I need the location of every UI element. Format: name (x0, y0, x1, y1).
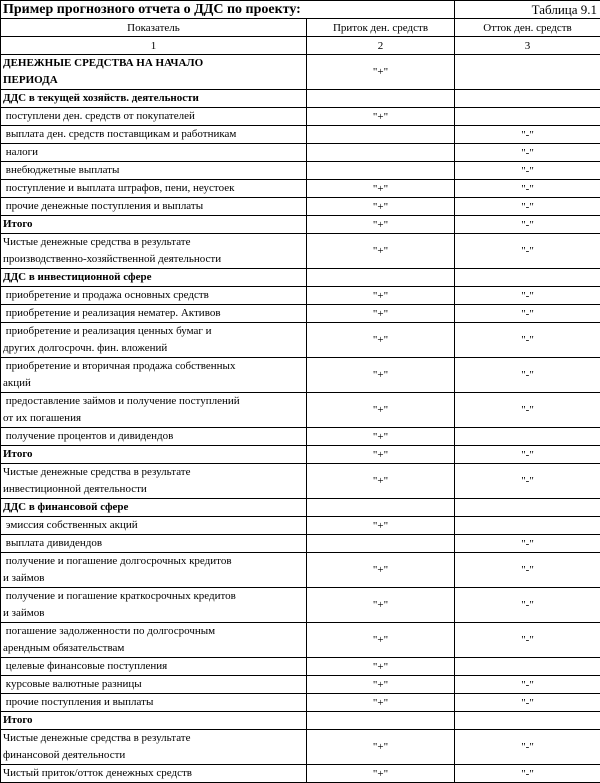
inflow-cell (307, 535, 455, 553)
table-number: Таблица 9.1 (455, 1, 600, 19)
outflow-cell: "-" (455, 730, 600, 765)
row-label-line: Чистые денежные средства в результате (3, 464, 306, 481)
row-label-line: внебюджетные выплаты (3, 162, 306, 179)
row-label (1, 712, 307, 730)
title-row (1, 1, 600, 19)
table-row (1, 180, 600, 198)
inflow-cell: "+" (307, 428, 455, 446)
table-row (1, 234, 600, 269)
row-label-line: инвестиционной деятельности (3, 481, 306, 498)
outflow-cell (455, 517, 600, 535)
row-label-line: производственно-хозяйственной деятельности (3, 251, 306, 268)
row-label (1, 446, 307, 464)
table-row (1, 676, 600, 694)
row-label-line: получение и погашение краткосрочных кредитов (3, 588, 306, 605)
inflow-cell: "+" (307, 55, 455, 90)
outflow-cell: "-" (455, 588, 600, 623)
table-row (1, 90, 600, 108)
row-label (1, 464, 307, 499)
table-row (1, 323, 600, 358)
table-row (1, 393, 600, 428)
inflow-cell (307, 144, 455, 162)
table-row (1, 517, 600, 535)
row-label (1, 108, 307, 126)
outflow-cell: "-" (455, 162, 600, 180)
table-row (1, 428, 600, 446)
inflow-cell (307, 126, 455, 144)
row-label (1, 198, 307, 216)
table-row (1, 108, 600, 126)
row-label (1, 517, 307, 535)
row-label (1, 90, 307, 108)
row-label-line: приобретение и продажа основных средств (3, 287, 306, 304)
inflow-cell: "+" (307, 464, 455, 499)
row-label (1, 216, 307, 234)
row-label-line: Чистый приток/отток денежных средств (3, 765, 306, 782)
row-label (1, 180, 307, 198)
row-label-line: ДДС в инвестиционной сфере (3, 269, 306, 286)
row-label-line: поступлени ден. средств от покупателей (3, 108, 306, 125)
inflow-cell: "+" (307, 517, 455, 535)
row-label-line: акций (3, 375, 306, 392)
inflow-cell: "+" (307, 658, 455, 676)
row-label (1, 535, 307, 553)
row-label (1, 676, 307, 694)
row-label (1, 694, 307, 712)
outflow-cell: "-" (455, 446, 600, 464)
outflow-cell (455, 658, 600, 676)
table-row (1, 305, 600, 323)
row-label-line: поступление и выплата штрафов, пени, неустоек (3, 180, 306, 197)
header-indicator: Показатель (1, 19, 307, 37)
row-label-line: ПЕРИОДА (3, 72, 306, 89)
table-row (1, 499, 600, 517)
outflow-cell: "-" (455, 323, 600, 358)
outflow-cell: "-" (455, 144, 600, 162)
inflow-cell (307, 712, 455, 730)
row-label-line: налоги (3, 144, 306, 161)
table-row (1, 765, 600, 783)
outflow-cell: "-" (455, 216, 600, 234)
outflow-cell (455, 55, 600, 90)
outflow-cell: "-" (455, 198, 600, 216)
row-label-line: погашение задолженности по долгосрочным (3, 623, 306, 640)
row-label-line: ДДС в текущей хозяйств. деятельности (3, 90, 306, 107)
row-label-line: прочие поступления и выплаты (3, 694, 306, 711)
outflow-cell: "-" (455, 180, 600, 198)
row-label-line: Итого (3, 712, 306, 729)
table-row (1, 535, 600, 553)
outflow-cell: "-" (455, 623, 600, 658)
row-label (1, 55, 307, 90)
inflow-cell: "+" (307, 553, 455, 588)
row-label (1, 287, 307, 305)
inflow-cell: "+" (307, 393, 455, 428)
table-row (1, 712, 600, 730)
table-row (1, 216, 600, 234)
outflow-cell (455, 428, 600, 446)
inflow-cell: "+" (307, 676, 455, 694)
inflow-cell: "+" (307, 694, 455, 712)
row-label-line: приобретение и вторичная продажа собственных (3, 358, 306, 375)
row-label (1, 269, 307, 287)
col-number-3: 3 (455, 37, 600, 55)
inflow-cell: "+" (307, 305, 455, 323)
row-label-line: арендным обязательствам (3, 640, 306, 657)
row-label (1, 658, 307, 676)
row-label (1, 144, 307, 162)
row-label (1, 305, 307, 323)
table-row (1, 55, 600, 90)
table-row (1, 553, 600, 588)
inflow-cell: "+" (307, 358, 455, 393)
outflow-cell: "-" (455, 393, 600, 428)
inflow-cell: "+" (307, 198, 455, 216)
row-label (1, 428, 307, 446)
inflow-cell: "+" (307, 588, 455, 623)
table-title: Пример прогнозного отчета о ДДС по проекту: (1, 1, 455, 19)
row-label (1, 553, 307, 588)
row-label-line: Чистые денежные средства в результате (3, 730, 306, 747)
table-row (1, 588, 600, 623)
header-row (1, 19, 600, 37)
inflow-cell (307, 90, 455, 108)
row-label-line: ДЕНЕЖНЫЕ СРЕДСТВА НА НАЧАЛО (3, 55, 306, 72)
outflow-cell: "-" (455, 305, 600, 323)
row-label (1, 730, 307, 765)
row-label-line: Итого (3, 446, 306, 463)
row-label-line: Итого (3, 216, 306, 233)
row-label-line: Чистые денежные средства в результате (3, 234, 306, 251)
row-label-line: приобретение и реализация нематер. Активов (3, 305, 306, 322)
header-outflow: Отток ден. средств (455, 19, 600, 37)
row-label-line: получение процентов и дивидендов (3, 428, 306, 445)
table-row (1, 358, 600, 393)
outflow-cell: "-" (455, 287, 600, 305)
table-row (1, 126, 600, 144)
table-row (1, 694, 600, 712)
outflow-cell: "-" (455, 358, 600, 393)
row-label-line: прочие денежные поступления и выплаты (3, 198, 306, 215)
row-label (1, 499, 307, 517)
inflow-cell (307, 269, 455, 287)
row-label-line: получение и погашение долгосрочных кредитов (3, 553, 306, 570)
outflow-cell: "-" (455, 464, 600, 499)
row-label (1, 234, 307, 269)
inflow-cell (307, 499, 455, 517)
row-label (1, 393, 307, 428)
table-row (1, 162, 600, 180)
table-row (1, 198, 600, 216)
row-label (1, 623, 307, 658)
row-label-line: предоставление займов и получение поступлений (3, 393, 306, 410)
header-inflow: Приток ден. средств (307, 19, 455, 37)
inflow-cell: "+" (307, 446, 455, 464)
row-label-line: выплата ден. средств поставщикам и работникам (3, 126, 306, 143)
row-label-line: эмиссия собственных акций (3, 517, 306, 534)
row-label (1, 358, 307, 393)
row-label-line: ДДС в финансовой сфере (3, 499, 306, 516)
row-label-line: финансовой деятельности (3, 747, 306, 764)
outflow-cell: "-" (455, 234, 600, 269)
table-row (1, 623, 600, 658)
row-label-line: приобретение и реализация ценных бумаг и (3, 323, 306, 340)
column-number-row (1, 37, 600, 55)
row-label-line: целевые финансовые поступления (3, 658, 306, 675)
inflow-cell: "+" (307, 287, 455, 305)
outflow-cell (455, 108, 600, 126)
row-label-line: курсовые валютные разницы (3, 676, 306, 693)
outflow-cell: "-" (455, 553, 600, 588)
table-row (1, 464, 600, 499)
row-label (1, 323, 307, 358)
inflow-cell: "+" (307, 730, 455, 765)
outflow-cell: "-" (455, 676, 600, 694)
table-row (1, 287, 600, 305)
row-label-line: от их погашения (3, 410, 306, 427)
col-number-1: 1 (1, 37, 307, 55)
row-label-line: и займов (3, 570, 306, 587)
row-label (1, 162, 307, 180)
table-row (1, 144, 600, 162)
outflow-cell (455, 269, 600, 287)
inflow-cell: "+" (307, 765, 455, 783)
inflow-cell (307, 162, 455, 180)
outflow-cell: "-" (455, 765, 600, 783)
inflow-cell: "+" (307, 234, 455, 269)
inflow-cell: "+" (307, 216, 455, 234)
row-label (1, 588, 307, 623)
outflow-cell (455, 90, 600, 108)
row-label-line: других долгосрочн. фин. вложений (3, 340, 306, 357)
outflow-cell: "-" (455, 126, 600, 144)
table-row (1, 446, 600, 464)
col-number-2: 2 (307, 37, 455, 55)
row-label (1, 126, 307, 144)
table-row (1, 658, 600, 676)
row-label-line: и займов (3, 605, 306, 622)
outflow-cell (455, 712, 600, 730)
table-row (1, 730, 600, 765)
outflow-cell: "-" (455, 535, 600, 553)
outflow-cell: "-" (455, 694, 600, 712)
outflow-cell (455, 499, 600, 517)
row-label-line: выплата дивидендов (3, 535, 306, 552)
row-label (1, 765, 307, 783)
inflow-cell: "+" (307, 623, 455, 658)
inflow-cell: "+" (307, 323, 455, 358)
inflow-cell: "+" (307, 108, 455, 126)
table-row (1, 269, 600, 287)
inflow-cell: "+" (307, 180, 455, 198)
